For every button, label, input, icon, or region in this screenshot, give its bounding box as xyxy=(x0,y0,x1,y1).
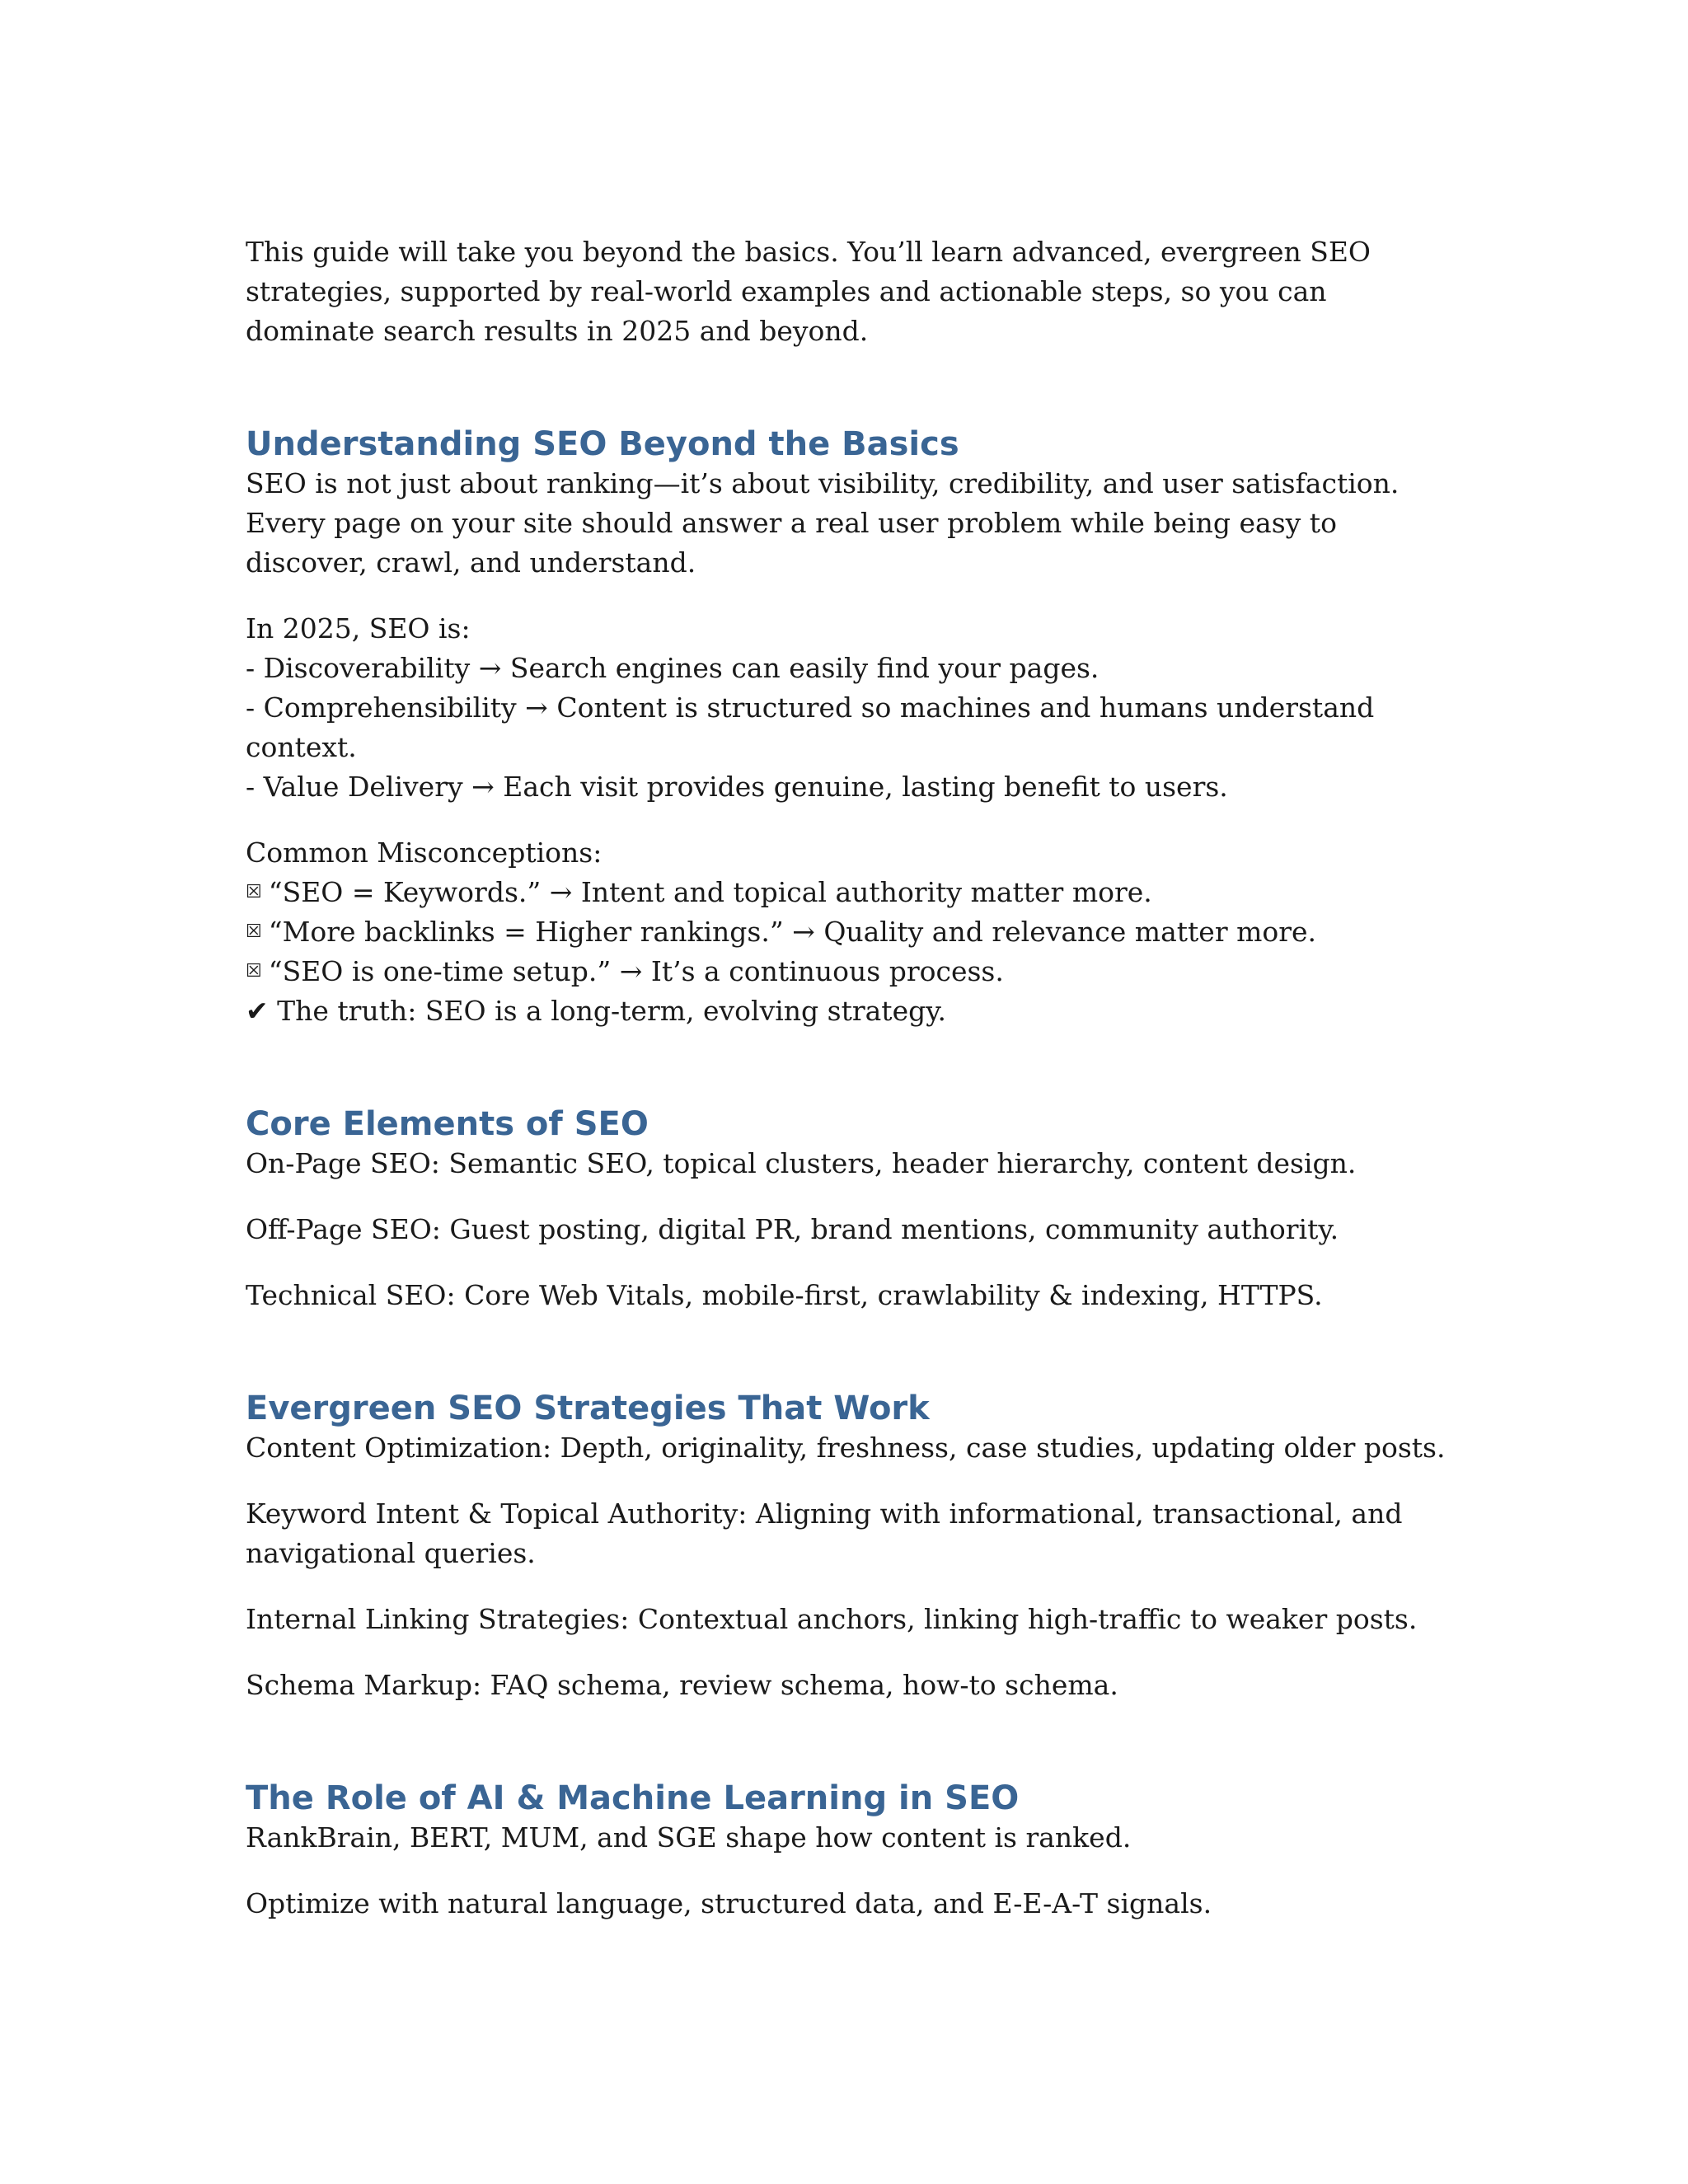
section-paragraph: Technical SEO: Core Web Vitals, mobile-first, crawlability & indexing, HTTPS. xyxy=(246,1279,1323,1311)
misconceptions-list xyxy=(246,833,1449,1031)
section-paragraph: RankBrain, BERT, MUM, and SGE shape how content is ranked. xyxy=(246,1821,1132,1854)
intro-paragraph: This guide will take you beyond the basics. You’ll learn advanced, evergreen SEO strategies, supported by real-world examples and actionable steps, so you can dominate search results in 2025 and beyond. xyxy=(246,236,1371,347)
crossed-box-icon: ☒ xyxy=(246,921,262,942)
section-heading: The Role of AI & Machine Learning in SEO xyxy=(246,1779,1020,1817)
section-paragraph: On-Page SEO: Semantic SEO, topical clusters, header hierarchy, content design. xyxy=(246,1147,1357,1179)
section-heading: Evergreen SEO Strategies That Work xyxy=(246,1390,930,1427)
document-page xyxy=(246,232,1449,1924)
section-core-elements xyxy=(246,1104,1449,1315)
crossed-box-icon: ☒ xyxy=(246,882,262,902)
seo-definition-list xyxy=(246,609,1449,807)
section-ai-ml xyxy=(246,1779,1449,1924)
section-understanding-seo xyxy=(246,424,1449,1031)
section-paragraph: Keyword Intent & Topical Authority: Aligning with informational, transactional, and navigational queries. xyxy=(246,1497,1403,1569)
section-heading: Understanding SEO Beyond the Basics xyxy=(246,425,959,463)
section-heading: Core Elements of SEO xyxy=(246,1105,649,1143)
truth-statement: ✔ The truth: SEO is a long-term, evolving strategy. xyxy=(246,995,946,1027)
section-paragraph: SEO is not just about ranking—it’s about visibility, credibility, and user satisfaction. Every page on your site should answer a real user problem while being easy to discover, crawl, and understand. xyxy=(246,467,1400,579)
section-paragraph: Off-Page SEO: Guest posting, digital PR, brand mentions, community authority. xyxy=(246,1213,1339,1245)
section-paragraph: Optimize with natural language, structured data, and E-E-A-T signals. xyxy=(246,1887,1212,1919)
list-item: ☒ “SEO is one-time setup.” → It’s a continuous process. xyxy=(246,952,1449,991)
section-paragraph: Schema Markup: FAQ schema, review schema, how-to schema. xyxy=(246,1669,1118,1701)
list-item: - Discoverability → Search engines can easily find your pages. xyxy=(246,652,1100,684)
crossed-box-icon: ☒ xyxy=(246,961,262,982)
list-item: - Comprehensibility → Content is structured so machines and humans understand context. xyxy=(246,691,1375,763)
list-item: - Value Delivery → Each visit provides genuine, lasting benefit to users. xyxy=(246,771,1228,803)
list-intro: In 2025, SEO is: xyxy=(246,612,471,644)
list-intro: Common Misconceptions: xyxy=(246,837,603,869)
list-item: ☒ “SEO = Keywords.” → Intent and topical authority matter more. xyxy=(246,873,1449,912)
list-item: ☒ “More backlinks = Higher rankings.” → Quality and relevance matter more. xyxy=(246,912,1449,952)
section-evergreen-strategies xyxy=(246,1389,1449,1705)
section-paragraph: Internal Linking Strategies: Contextual anchors, linking high-traffic to weaker posts. xyxy=(246,1603,1418,1635)
section-paragraph: Content Optimization: Depth, originality, freshness, case studies, updating older posts. xyxy=(246,1432,1446,1464)
